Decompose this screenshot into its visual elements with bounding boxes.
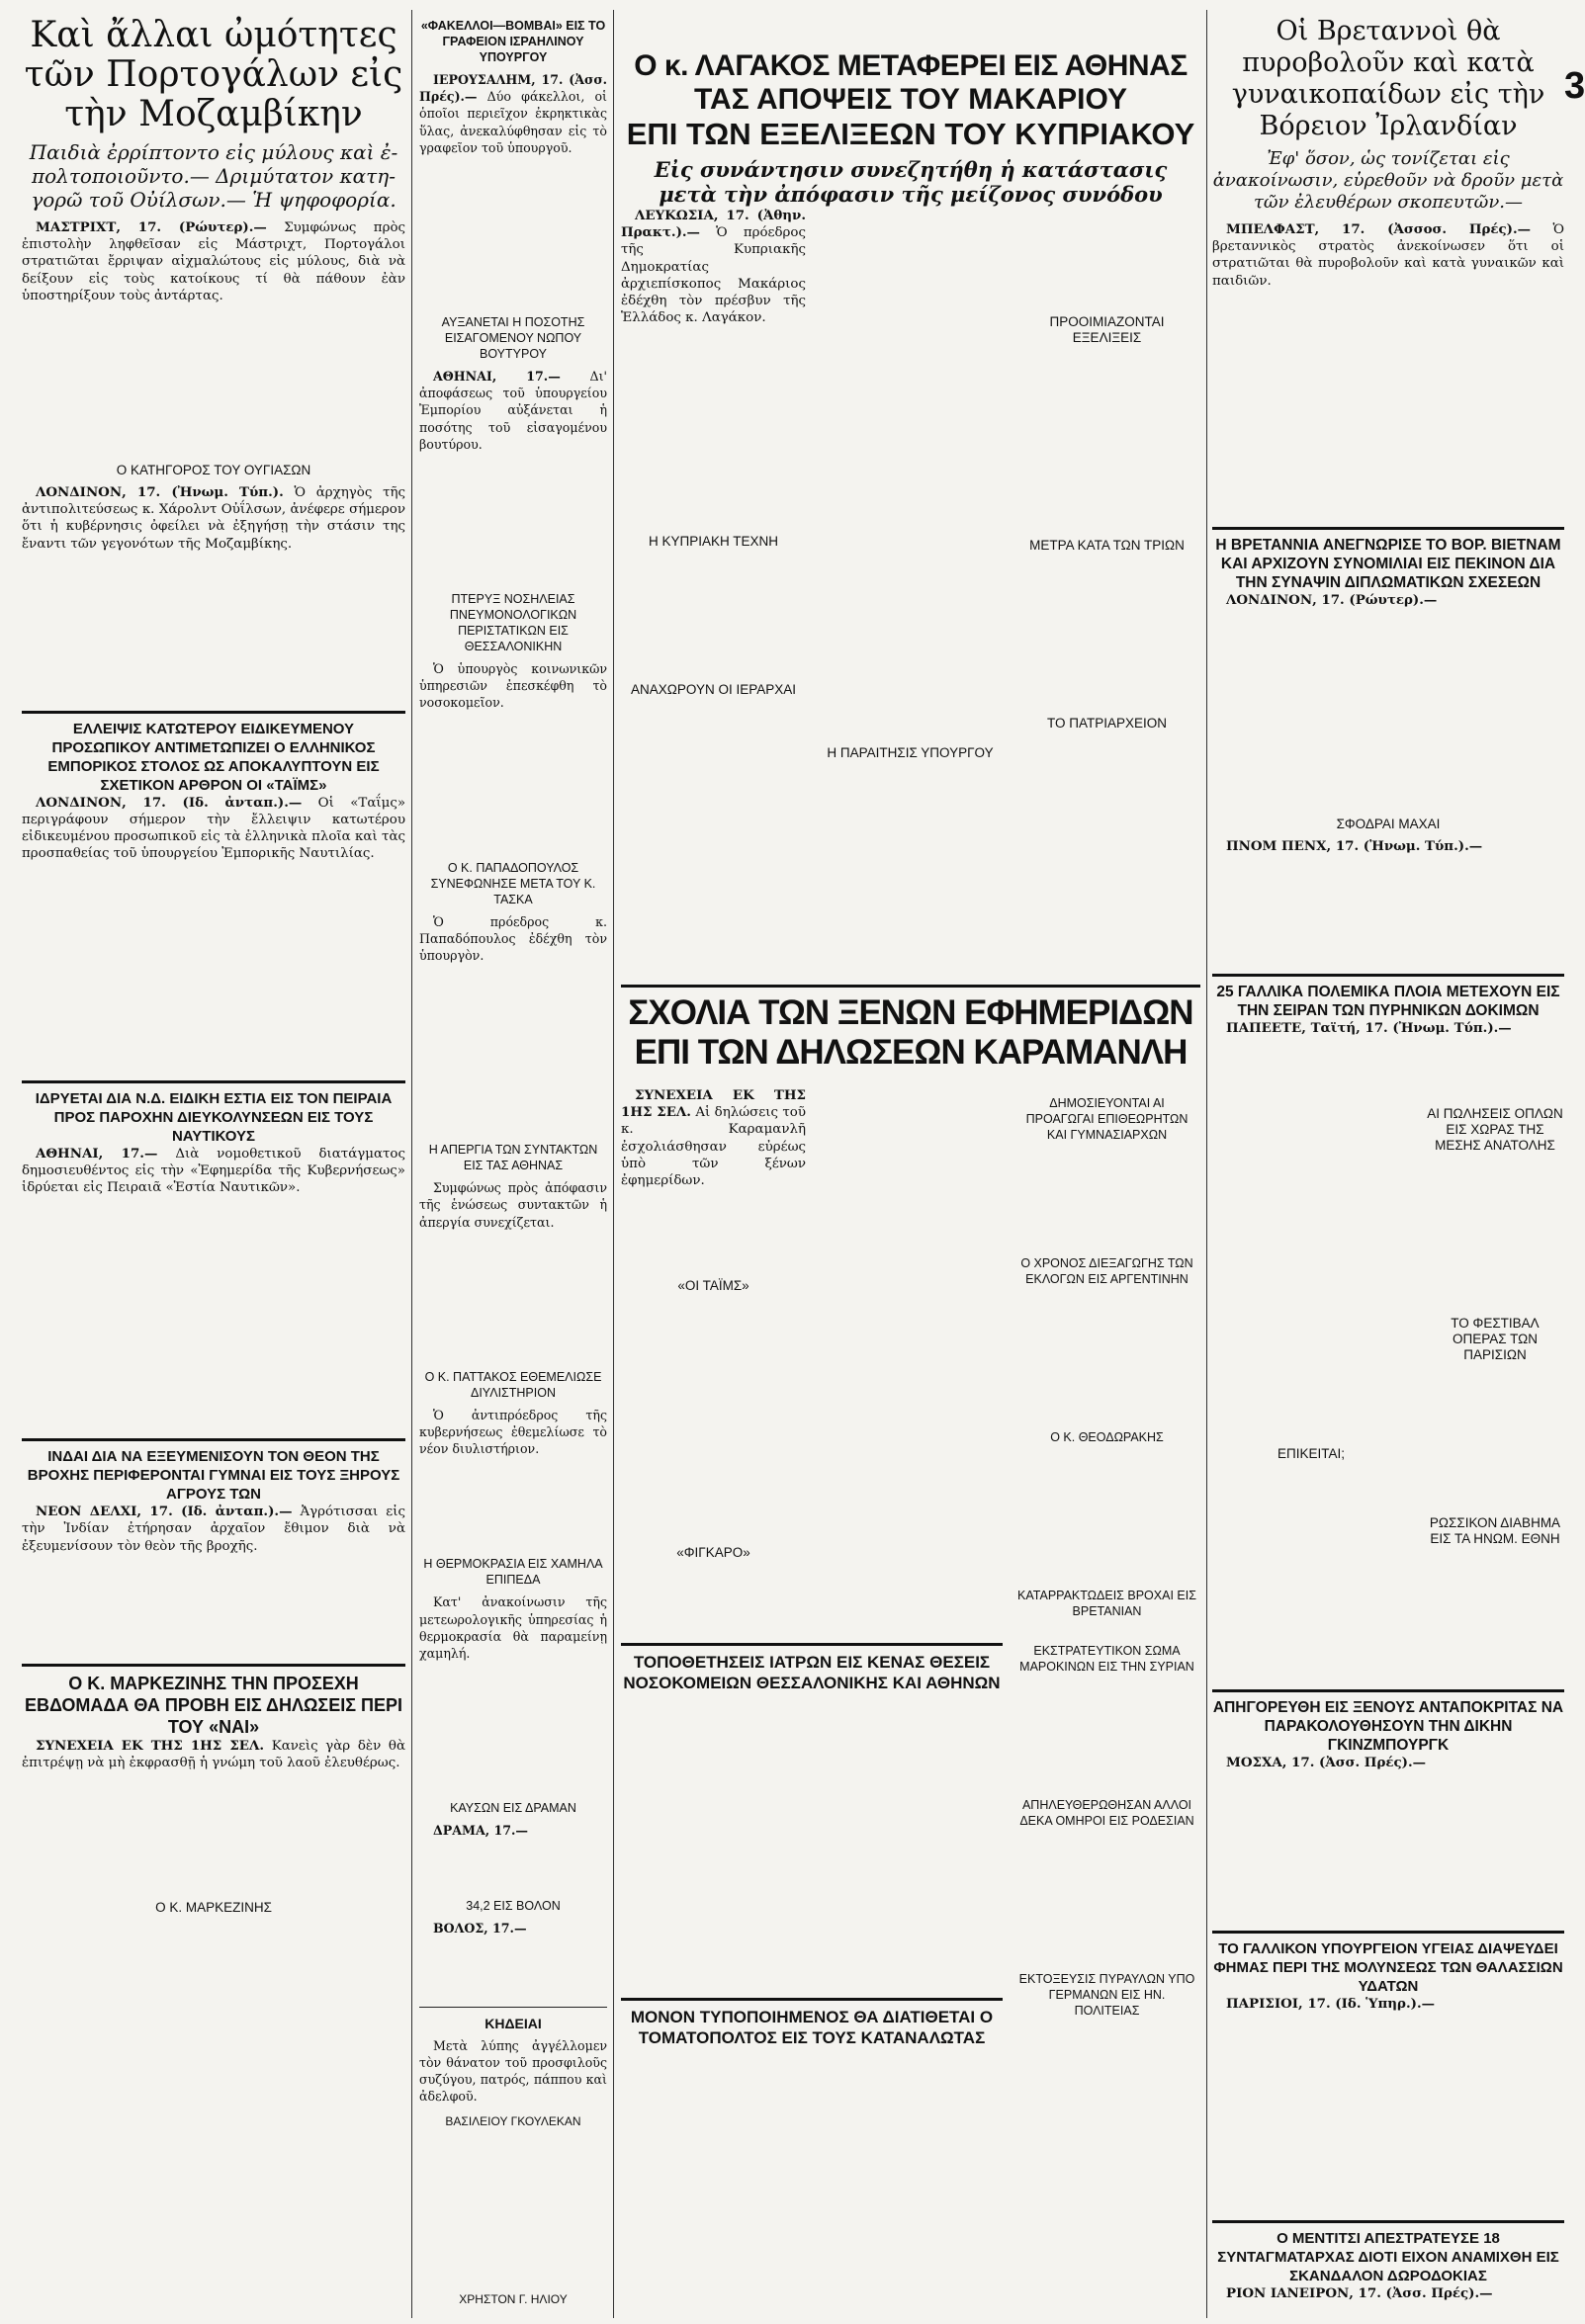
dateline: ΑΘΗΝΑΙ, 17.— [36, 1145, 158, 1162]
continued-label: ΣΥΝΕΧΕΙΑ ΕΚ ΤΗΣ 1ΗΣ ΣΕΛ. [36, 1737, 265, 1754]
subcolumn-d [621, 1087, 806, 1625]
story-text: Κανεὶς γὰρ δὲν θὰ ἐπιτρέψῃ νὰ μὴ ἐκφρασθῇ ἡ γνώμη τοῦ λαοῦ ἐλευθέρως. [22, 1738, 405, 1771]
headline-fighting: ΣΦΟΔΡΑΙ ΜΑΧΑΙ [1336, 817, 1441, 832]
dateline: ΜΑΣΤΡΙΧΤ, 17. (Ρώυτερ).— [36, 219, 267, 235]
dateline: ΛΟΝΔΙΝΟΝ, 17. (Ρώυτερ).— [1226, 591, 1438, 608]
story-letter-bombs [419, 71, 607, 156]
story-text: Ὁ βρεταννικὸς στρατὸς ἀνεκοίνωσεν ὅτι οἱ στρατιῶται θὰ πυροβολοῦν καὶ κατὰ γυναικῶν καὶ παιδιῶν. [1212, 222, 1564, 289]
banner-subhead-2: μετὰ τὴν ἀπόφασιν τῆς μείζονος συνόδου [659, 182, 1163, 207]
story-mozambique [22, 219, 405, 304]
story-text: Αἱ δηλώσεις τοῦ κ. Καραμανλῆ ἐσχολιάσθησαν εὐρέως ὑπὸ τῶν ξένων ἐφημερίδων. [621, 1105, 806, 1189]
notice-funeral: Μετὰ λύπης ἀγγέλλομεν τὸν θάνατον τοῦ προσφιλοῦς συζύγου, πατρός, πάππου καὶ ἀδελφοῦ. [419, 2037, 607, 2105]
story-lagakos [621, 208, 806, 326]
story-strike: Συμφώνως πρὸς ἀπόφασιν τῆς ἑνώσεως συντακτῶν ἡ ἀπεργία συνεχίζεται. [419, 1180, 607, 1230]
story-pattakos: Ὁ ἀντιπρόεδρος τῆς κυβερνήσεως ἐθεμελίωσε τὸ νέον διυλιστήριον. [419, 1407, 607, 1457]
story-continued [22, 306, 405, 455]
story-butter [419, 368, 607, 453]
column-rule-3 [1206, 10, 1207, 2318]
byline-markezinis: Ο Κ. ΜΑΡΚΕΖΙΝΗΣ [155, 1900, 272, 1916]
section-rule [1212, 527, 1564, 530]
column-2 [419, 10, 607, 2318]
section-rule [22, 1080, 405, 1083]
headline-soviet-demarche: ΡΩΣΣΙΚΟΝ ΔΙΑΒΗΜΑ ΕΙΣ ΤΑ ΗΝΩΜ. ΕΘΝΗ [1429, 1515, 1561, 1547]
subcolumn-g [621, 1635, 1003, 2048]
headline-temperature: Η ΘΕΡΜΟΚΡΑΣΙΑ ΕΙΣ ΧΑΜΗΛΑ ΕΠΙΠΕΔΑ [423, 1557, 603, 1588]
story-merchant-fleet [22, 795, 405, 863]
column-1 [22, 10, 405, 2318]
headline-pneumonology: ΠΤΕΡΥΞ ΝΟΣΗΛΕΙΑΣ ΠΝΕΥΜΟΝΟΛΟΓΙΚΩΝ ΠΕΡΙΣΤΑΤΙΚΩΝ ΕΙΣ ΘΕΣΣΑΛΟΝΙΚΗΝ [449, 592, 577, 654]
headline-funerals: ΚΗΔΕΙΑΙ [484, 2015, 542, 2031]
headline-hostages: ΑΠΗΛΕΥΘΕΡΩΘΗΣΑΝ ΑΛΛΟΙ ΔΕΚΑ ΟΜΗΡΟΙ ΕΙΣ ΡΟΔΕΣΙΑΝ [1019, 1798, 1194, 1828]
section-rule [1212, 1689, 1564, 1692]
story-text: Διὰ νομοθετικοῦ διατάγματος δημοσιευθέντος εἰς τὴν «Ἐφημερίδα τῆς Κυβερνήσεως» ἱδρύεται εἰς Πειραιᾶ «Ἑστία Ναυτικῶν». [22, 1146, 405, 1196]
story-text: Δύο φάκελλοι, οἱ ὁποῖοι περιεῖχον ἐκρηκτικὰς ὕλας, ἀνεκαλύφθησαν εἰς τὸ γραφεῖον τοῦ ὑπουργοῦ. [419, 89, 607, 155]
section-rule [621, 1998, 1003, 2001]
section-rule [1212, 2220, 1564, 2223]
headline-britain-rain: ΚΑΤΑΡΡΑΚΤΩΔΕΙΣ ΒΡΟΧΑΙ ΕΙΣ ΒΡΕΤΑΝΙΑΝ [1017, 1589, 1196, 1618]
story-fighting [1212, 838, 1564, 855]
story-pneumonology: Ὁ ὑπουργὸς κοινωνικῶν ὑπηρεσιῶν ἐπεσκέφθη τὸ νοσοκομεῖον. [419, 661, 607, 711]
story-nuclear-tests [1212, 1020, 1564, 1037]
story-india-rain [22, 1504, 405, 1555]
headline-letter-bombs: «ΦΑΚΕΛΛΟΙ—ΒΟΜΒΑΙ» ΕΙΣ ΤΟ ΓΡΑΦΕΙΟΝ ΙΣΡΑΗΛΙΝΟΥ ΥΠΟΥΡΓΟΥ [420, 19, 606, 64]
banner-line-1: Ο κ. ΛΑΓΑΚΟΣ ΜΕΤΑΦΕΡΕΙ ΕΙΣ ΑΘΗΝΑΣ [634, 49, 1188, 82]
dateline: ΠΑΡΙΣΙΟΙ, 17. (Ιδ. Ὑπηρ.).— [1226, 1995, 1436, 2012]
subhead-mozambique: Παιδιὰ ἐρρίπτοντο εἰς μύλους καὶ ἐ- πολτοποιοῦντο.— Δριμύτατον κατη- γορῶ τοῦ Οὐίλσων.— Ἡ ψηφοφορία. [29, 140, 398, 212]
headline-measures: ΜΕΤΡΑ ΚΑΤΑ ΤΩΝ ΤΡΙΩΝ [1029, 538, 1185, 553]
subhead-northern-ireland: Ἐφ' ὅσον, ὡς τονίζεται εἰς ἀνακοίνωσιν, εὑρεθοῦν νὰ δροῦν μετὰ τῶν ἐλευθέρων σκοπευτῶν.— [1212, 148, 1564, 213]
banner-subhead-1: Εἰς συνάντησιν συνεζητήθη ἡ κατάστασις [654, 157, 1168, 182]
dateline: ΜΠΕΛΦΑΣΤ, 17. (Ἀσσοσ. Πρές).— [1226, 221, 1532, 237]
headline-butter: ΑΥΞΑΝΕΤΑΙ Η ΠΟΣΟΤΗΣ ΕΙΣΑΓΟΜΕΝΟΥ ΝΩΠΟΥ ΒΟΥΤΥΡΟΥ [441, 315, 585, 362]
headline-vietnam: Η ΒΡΕΤΑΝΝΙΑ ΑΝΕΓΝΩΡΙΣΕ ΤΟ ΒΟΡ. ΒΙΕΤΝΑΜ ΚΑΙ ΑΡΧΙΖΟΥΝ ΣΥΝΟΜΙΛΙΑΙ ΕΙΣ ΠΕΚΙΝΟΝ ΔΙΑ ΤΗΝ ΣΥΝΑΨΙΝ ΔΙΠΛΩΜΑΤΙΚΩΝ ΣΧΕΣΕΩΝ [1215, 536, 1561, 591]
story-text: Ὁ πρόεδρος τῆς Κυπριακῆς Δημοκρατίας ἀρχιεπίσκοπος Μακάριος ἐδέχθη τὸν πρέσβυν τῆς Ἑλλάδος κ. Λαγάκον. [621, 225, 806, 326]
headline-patriarchate: ΤΟ ΠΑΤΡΙΑΡΧΕΙΟΝ [1046, 716, 1168, 731]
headline-doctors: ΤΟΠΟΘΕΤΗΣΕΙΣ ΙΑΤΡΩΝ ΕΙΣ ΚΕΝΑΣ ΘΕΣΕΙΣ ΝΟΣΟΚΟΜΕΙΩΝ ΘΕΣΣΑΛΟΝΙΚΗΣ ΚΑΙ ΑΘΗΝΩΝ [623, 1653, 1001, 1692]
banner-foreign-press-line-2: ΕΠΙ ΤΩΝ ΔΗΛΩΣΕΩΝ ΚΑΡΑΜΑΝΛΗ [634, 1033, 1188, 1072]
dateline: ΡΙΟΝ ΙΑΝΕΙΡΟΝ, 17. (Ἀσσ. Πρές).— [1226, 2284, 1493, 2301]
dateline: ΔΡΑΜΑ, 17.— [433, 1823, 528, 1839]
headline-ginzburg-trial: ΑΠΗΓΟΡΕΥΘΗ ΕΙΣ ΞΕΝΟΥΣ ΑΝΤΑΠΟΚΡΙΤΑΣ ΝΑ ΠΑΡΑΚΟΛΟΥΘΗΣΟΥΝ ΤΗΝ ΔΙΚΗΝ ΓΚΙΝΖΜΠΟΥΡΓΚ [1212, 1699, 1564, 1755]
section-rule [1212, 974, 1564, 977]
dateline: ΑΘΗΝΑΙ, 17.— [433, 369, 561, 385]
headline-cypriot-art: Η ΚΥΠΡΙΑΚΗ ΤΕΧΝΗ [648, 534, 779, 550]
story-text: Συμφώνως πρὸς ἐπιστολὴν ληφθεῖσαν εἰς Μάστριχτ, Πορτογάλοι στρατιῶται ἔρριψαν αἰχμαλώτους εἰς μύλους, διὰ νὰ δείξουν εἰς τοὺς κατοίκους τί θὰ πάθουν ἐὰν ὑποστηρίξουν τοὺς ἀντάρτας. [22, 220, 405, 303]
headline-nuclear-tests: 25 ΓΑΛΛΙΚΑ ΠΟΛΕΜΙΚΑ ΠΛΟΙΑ ΜΕΤΕΧΟΥΝ ΕΙΣ ΤΗΝ ΣΕΙΡΑΝ ΤΩΝ ΠΥΡΗΝΙΚΩΝ ΔΟΚΙΜΩΝ [1216, 984, 1560, 1020]
funeral-name-1: ΒΑΣΙΛΕΙΟΥ ΓΚΟΥΛΕΚΑΝ [445, 2113, 581, 2128]
headline-imminent: ΕΠΙΚΕΙΤΑΙ; [1277, 1446, 1345, 1462]
section-rule [22, 1438, 405, 1441]
story-volos [419, 1920, 607, 1937]
banner-line-3: ΕΠΙ ΤΩΝ ΕΞΕΛΙΞΕΩΝ ΤΟΥ ΚΥΠΡΙΑΚΟΥ [626, 117, 1195, 151]
section-rule [419, 2007, 607, 2008]
dateline: ΠΑΠΕΕΤΕ, Ταϊτή, 17. (Ἠνωμ. Τύπ.).— [1226, 1020, 1512, 1037]
headline-mozambique: Καὶ ἄλλαι ὠμότητες τῶν Πορτογάλων εἰς τὴν Μοζαμβίκην [24, 15, 403, 134]
story-text: Δι' ἀποφάσεως τοῦ ὑπουργείου Ἐμπορίου αὐξάνεται ἡ ποσότης τοῦ εἰσαγομένου βουτύρου. [419, 369, 607, 452]
column-3-lower [621, 1087, 1200, 2318]
story-pollution [1212, 1996, 1564, 2013]
story-seamen-hostel [22, 1146, 405, 1197]
headline-rockets: ΕΚΤΟΞΕΥΣΙΣ ΠΥΡΑΥΛΩΝ ΥΠΟ ΓΕΡΜΑΝΩΝ ΕΙΣ ΗΝ. ΠΟΛΙΤΕΙΑΣ [1018, 1972, 1195, 2018]
story-foreign-press [621, 1087, 806, 1189]
dateline: ΛΟΝΔΙΝΟΝ, 17. (Ἠνωμ. Τύπ.). [36, 484, 284, 501]
headline-volos: 34,2 ΕΙΣ ΒΟΛΟΝ [466, 1899, 561, 1914]
dateline: ΛΟΝΔΙΝΟΝ, 17. (Ιδ. ἀνταπ.).— [36, 794, 303, 811]
story-text: Ὁ ἀρχηγὸς τῆς ἀντιπολιτεύσεως κ. Χάρολντ Οὐΐλσων, ἀνέφερε σήμερον ὅτι ἡ κυβέρνησις ὀφείλει νὰ ἐξηγήσῃ τὴν στάσιν της ἔναντι τῶν γεγονότων τῆς Μοζαμβίκης. [22, 485, 405, 552]
section-rule [22, 1664, 405, 1667]
subcolumn-e [818, 1087, 1003, 1625]
funeral-name-2: ΧΡΗΣΤΟΝ Γ. ΗΛΙΟΥ [459, 2291, 568, 2306]
headline-developments: ΠΡΟΟΙΜΙΑΖΟΝΤΑΙ ΕΞΕΛΙΞΕΙΣ [1049, 314, 1165, 345]
banner-line-2: ΤΑΣ ΑΠΟΨΕΙΣ ΤΟΥ ΜΑΚΑΡΙΟΥ [693, 83, 1128, 116]
headline-medici-colonels: Ο ΜΕΝΤΙΤΣΙ ΑΠΕΣΤΡΑΤΕΥΣΕ 18 ΣΥΝΤΑΓΜΑΤΑΡΧΑΣ ΔΙΟΤΙ ΕΙΧΟΝ ΑΝΑΜΙΧΘΗ ΕΙΣ ΣΚΑΝΔΑΛΟΝ ΔΩΡΟΔΟΚΙΑΣ [1217, 2229, 1559, 2284]
dateline: ΝΕΟΝ ΔΕΛΧΙ, 17. (Ιδ. ἀνταπ.).— [36, 1504, 293, 1520]
story-text: Οἱ «Ταΐμς» περιγράφουν σήμερον τὴν ἔλλειψιν κατωτέρου εἰδικευμένου προσωπικοῦ εἰς τὰ ἑλληνικὰ πλοῖα καὶ τὰς προσπαθείας τοῦ ὑπουργείου Ἐμπορικῆς Ναυτιλίας. [22, 795, 406, 862]
section-rule [621, 985, 1200, 988]
dateline: ΙΕΡΟΥΣΑΛΗΜ, 17. (Ἀσσ. Πρές).— [419, 72, 607, 105]
headline-arms-sales: ΑΙ ΠΩΛΗΣΕΙΣ ΟΠΛΩΝ ΕΙΣ ΧΩΡΑΣ ΤΗΣ ΜΕΣΗΣ ΑΝΑΤΟΛΗΣ [1427, 1106, 1563, 1154]
section-rule [22, 711, 405, 714]
story-drama [419, 1822, 607, 1839]
page-edge-mark: 3 [1564, 65, 1585, 107]
banner-foreign-press-line-1: ΣΧΟΛΙΑ ΤΩΝ ΞΕΝΩΝ ΕΦΗΜΕΡΙΔΩΝ [628, 993, 1193, 1032]
subcolumn-h [1014, 1635, 1199, 2048]
section-rule [1212, 1931, 1564, 1934]
continued-label: ΣΥΝΕΧΕΙΑ ΕΚ ΤΗΣ 1ΗΣ ΣΕΛ. [621, 1087, 806, 1121]
label-figaro: «ΦΙΓΚΑΡΟ» [676, 1545, 750, 1561]
story-text: Ἀγρότισσαι εἰς τὴν Ἰνδίαν ἐτήρησαν ἀρχαῖον ἔθιμον διὰ νὰ ἐξευμενίσουν τὸν θεὸν τῆς βροχῆς. [22, 1505, 405, 1554]
story-medici-colonels [1212, 2285, 1564, 2302]
dateline: ΜΟΣΧΑ, 17. (Ἀσσ. Πρές).— [1226, 1755, 1427, 1771]
banner-lagakos [621, 49, 1200, 207]
dateline: ΒΟΛΟΣ, 17.— [433, 1921, 527, 1937]
headline-argentina: Ο ΧΡΟΝΟΣ ΔΙΕΞΑΓΩΓΗΣ ΤΩΝ ΕΚΛΟΓΩΝ ΕΙΣ ΑΡΓΕΝΤΙΝΗΝ [1020, 1256, 1193, 1286]
story-temperature: Κατ' ἀνακοίνωσιν τῆς μετεωρολογικῆς ὑπηρεσίας ἡ θερμοκρασία θὰ παραμείνῃ χαμηλή. [419, 1594, 607, 1662]
story-papadopoulos: Ὁ πρόεδρος κ. Παπαδόπουλος ἐδέχθη τὸν ὑπουργὸν. [419, 913, 607, 964]
subcolumn-f [1014, 1087, 1199, 1625]
subcolumn-a [621, 208, 806, 737]
column-4 [1212, 10, 1564, 2318]
headline-northern-ireland: Οἱ Βρεταννοὶ θὰ πυροβολοῦν καὶ κατὰ γυναικοπαίδων εἰς τὴν Βόρειον Ἰρλανδίαν [1231, 16, 1545, 141]
headline-minister-resign: Η ΠΑΡΑΙΤΗΣΙΣ ΥΠΟΥΡΓΟΥ [827, 745, 994, 760]
headline-moroccan-force: ΕΚΣΤΡΑΤΕΥΤΙΚΟΝ ΣΩΜΑ ΜΑΡΟΚΙΝΩΝ ΕΙΣ ΤΗΝ ΣΥΡΙΑΝ [1019, 1644, 1194, 1674]
story-ginzburg-trial [1212, 1755, 1564, 1771]
section-rule [621, 1643, 1003, 1646]
subcolumn-c [1014, 208, 1199, 737]
headline-papadopoulos: Ο Κ. ΠΑΠΑΔΟΠΟΥΛΟΣ ΣΥΝΕΦΩΝΗΣΕ ΜΕΤΑ ΤΟΥ Κ. ΤΑΣΚΑ [430, 860, 596, 906]
headline-opera-festival: ΤΟ ΦΕΣΤΙΒΑΛ ΟΠΕΡΑΣ ΤΩΝ ΠΑΡΙΣΙΩΝ [1451, 1316, 1540, 1363]
banner-foreign-press [621, 977, 1200, 1073]
headline-pattakos: Ο Κ. ΠΑΤΤΑΚΟΣ ΕΘΕΜΕΛΙΩΣΕ ΔΙΥΛΙΣΤΗΡΙΟΝ [424, 1369, 602, 1400]
label-times: «ΟΙ ΤΑΪΜΣ» [677, 1278, 749, 1294]
dateline: ΛΕΥΚΩΣΙΑ, 17. (Ἀθην. Πρακτ.).— [621, 208, 806, 241]
headline-hierarchs: ΑΝΑΧΩΡΟΥΝ ΟΙ ΙΕΡΑΡΧΑΙ [631, 682, 796, 698]
headline-india-rain: ΙΝΔΑΙ ΔΙΑ ΝΑ ΕΞΕΥΜΕΝΙΣΟΥΝ ΤΟΝ ΘΕΟΝ ΤΗΣ ΒΡΟΧΗΣ ΠΕΡΙΦΕΡΟΝΤΑΙ ΓΥΜΝΑΙ ΕΙΣ ΤΟΥΣ ΞΗΡΟΥΣ ΑΓΡΟΥΣ ΤΩΝ [27, 1448, 400, 1504]
story-wilson [22, 484, 405, 553]
dateline: ΠΝΟΜ ΠΕΝΧ, 17. (Ἠνωμ. Τύπ.).— [1226, 838, 1483, 855]
headline-theodorakis: Ο Κ. ΘΕΟΔΩΡΑΚΗΣ [1050, 1430, 1164, 1444]
headline-strike: Η ΑΠΕΡΓΙΑ ΤΩΝ ΣΥΝΤΑΚΤΩΝ ΕΙΣ ΤΑΣ ΑΘΗΝΑΣ [428, 1143, 598, 1173]
headline-pollution: ΤΟ ΓΑΛΛΙΚΟΝ ΥΠΟΥΡΓΕΙΟΝ ΥΓΕΙΑΣ ΔΙΑΨΕΥΔΕΙ ΦΗΜΑΣ ΠΕΡΙ ΤΗΣ ΜΟΛΥΝΣΕΩΣ ΤΩΝ ΘΑΛΑΣΣΙΩΝ ΥΔΑΤΩΝ [1213, 1939, 1563, 1995]
headline-promotions: ΔΗΜΟΣΙΕΥΟΝΤΑΙ ΑΙ ΠΡΟΑΓΩΓΑΙ ΕΠΙΘΕΩΡΗΤΩΝ ΚΑΙ ΓΥΜΝΑΣΙΑΡΧΩΝ [1025, 1096, 1189, 1142]
story-vietnam [1212, 592, 1564, 609]
story-markezinis [22, 1738, 405, 1771]
subcolumn-b [818, 208, 1003, 737]
headline-seamen-hostel: ΙΔΡΥΕΤΑΙ ΔΙΑ Ν.Δ. ΕΙΔΙΚΗ ΕΣΤΙΑ ΕΙΣ ΤΟΝ ΠΕΙΡΑΙΑ ΠΡΟΣ ΠΑΡΟΧΗΝ ΔΙΕΥΚΟΛΥΝΣΕΩΝ ΕΙΣ ΤΟΥΣ ΝΑΥΤΙΚΟΥΣ [35, 1089, 393, 1145]
headline-drama: ΚΑΥΣΩΝ ΕΙΣ ΔΡΑΜΑΝ [450, 1801, 576, 1816]
headline-merchant-fleet: ΕΛΛΕΙΨΙΣ ΚΑΤΩΤΕΡΟΥ ΕΙΔΙΚΕΥΜΕΝΟΥ ΠΡΟΣΩΠΙΚΟΥ ΑΝΤΙΜΕΤΩΠΙΖΕΙ Ο ΕΛΛΗΝΙΚΟΣ ΕΜΠΟΡΙΚΟΣ ΣΤΟΛΟΣ ΩΣ ΑΠΟΚΑΛΥΠΤΟΥΝ ΕΙΣ ΣΧΕΤΙΚΟΝ ΑΡΘΡΟΝ ΟΙ «ΤΑΪΜΣ» [47, 720, 380, 794]
column-rule-1 [411, 10, 412, 2318]
column-rule-2 [613, 10, 614, 2318]
story-northern-ireland [1212, 221, 1564, 290]
headline-markezinis: Ο Κ. ΜΑΡΚΕΖΙΝΗΣ ΤΗΝ ΠΡΟΣΕΧΗ ΕΒΔΟΜΑΔΑ ΘΑ ΠΡΟΒΗ ΕΙΣ ΔΗΛΩΣΕΙΣ ΠΕΡΙ ΤΟΥ «ΝΑΙ» [24, 1673, 403, 1737]
headline-tomato-paste: ΜΟΝΟΝ ΤΥΠΟΠΟΙΗΜΕΝΟΣ ΘΑ ΔΙΑΤΙΘΕΤΑΙ Ο ΤΟΜΑΤΟΠΟΛΤΟΣ ΕΙΣ ΤΟΥΣ ΚΑΤΑΝΑΛΩΤΑΣ [630, 2008, 994, 2047]
headline-wilson: Ο ΚΑΤΗΓΟΡΟΣ ΤΟΥ ΟΥΓΙΑΣΩΝ [116, 463, 311, 478]
column-3-upper [621, 208, 1200, 959]
